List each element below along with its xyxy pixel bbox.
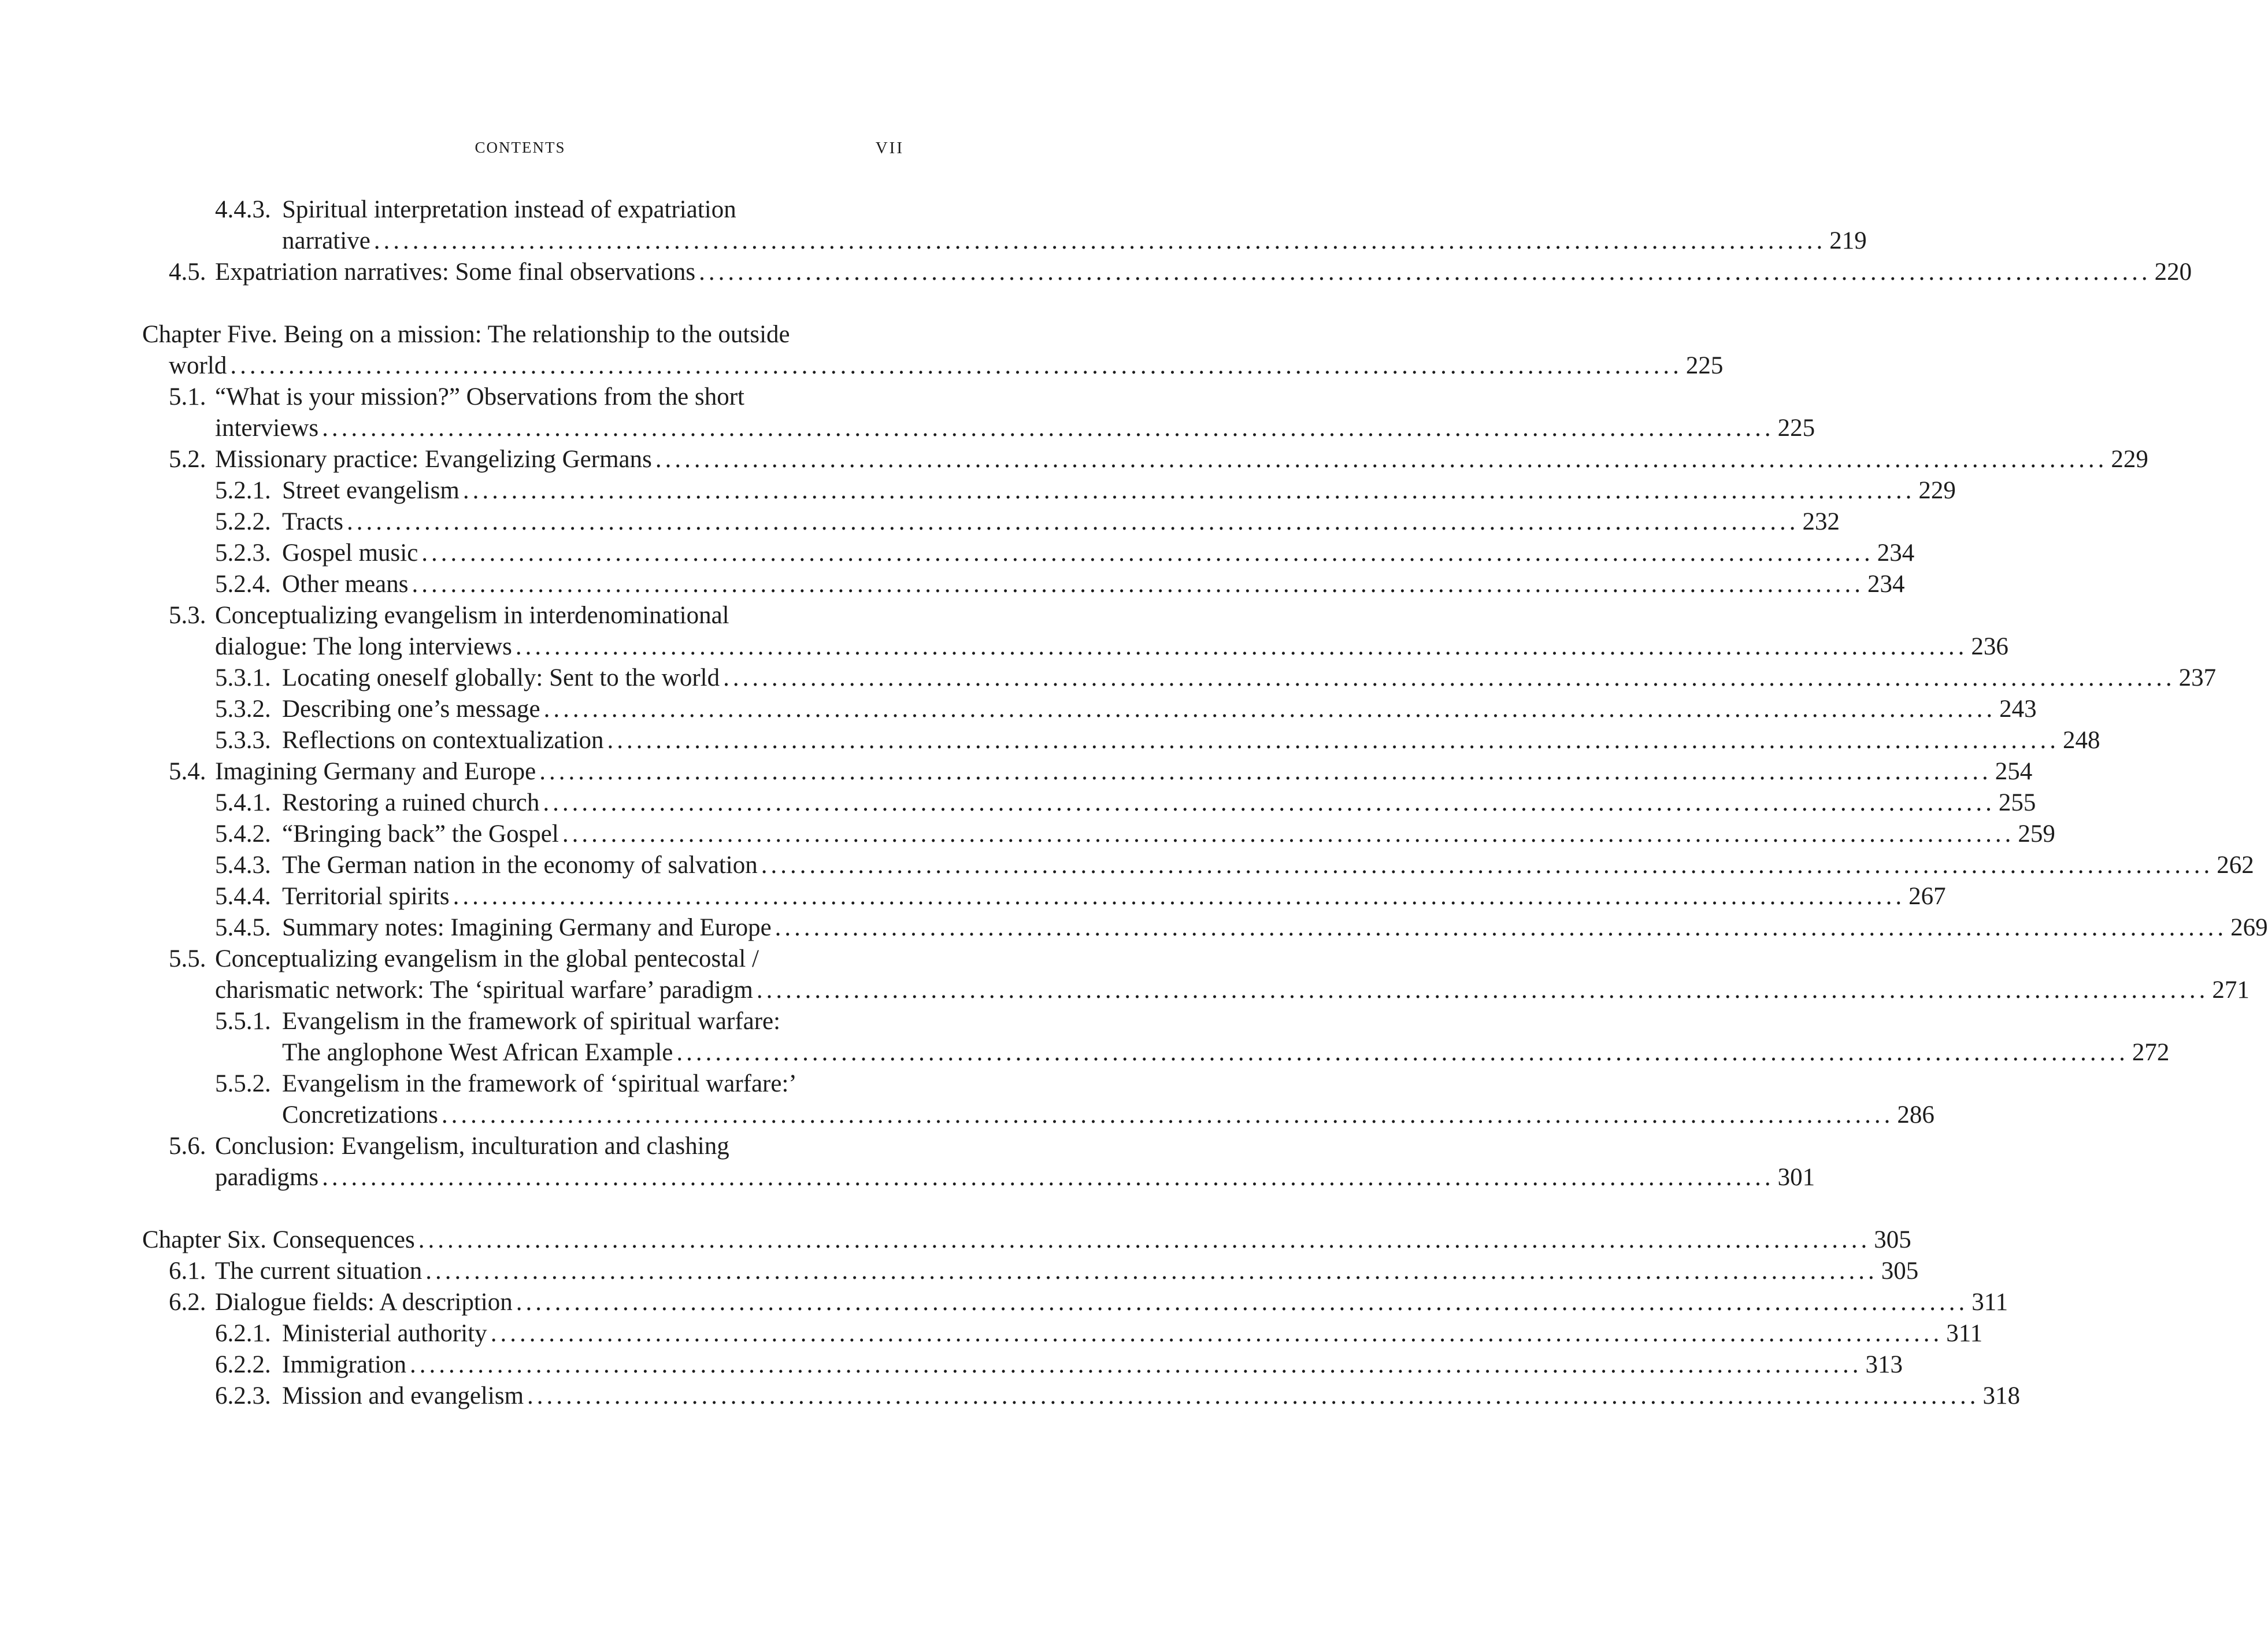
toc-entry — [169, 257, 2192, 288]
toc-leader: ...................................................................................................................................................... — [516, 1289, 1969, 1316]
running-head — [0, 139, 1092, 162]
toc-leader: ...................................................................................................................................................... — [562, 820, 2015, 848]
toc-entry — [215, 912, 2268, 944]
toc-entry-page: 262 — [2217, 852, 2254, 879]
toc-entry-number: 5.5.1. — [215, 1008, 271, 1035]
toc-leader: ...................................................................................................................................................... — [322, 415, 1774, 442]
toc-entry-page: 272 — [2132, 1039, 2170, 1066]
toc-chapter-entry — [142, 319, 891, 350]
toc-entry-number: 5.4.5. — [215, 914, 271, 941]
toc-entry-page: 232 — [1802, 508, 1840, 535]
toc-entry-page: 254 — [1995, 758, 2033, 785]
toc-leader: ...................................................................................................................................................... — [543, 695, 1996, 723]
toc-leader: ...................................................................................................................................................... — [421, 539, 1874, 567]
toc-leader: ...................................................................................................................................................... — [761, 852, 2214, 879]
toc-entry-page: 271 — [2212, 976, 2250, 1004]
toc-entry-label: Restoring a ruined church — [282, 789, 540, 816]
toc-entry — [215, 538, 1915, 569]
toc-entry-label: Street evangelism — [282, 477, 459, 504]
toc-entry-number: 5.4.1. — [215, 789, 271, 816]
toc-entry-label: interviews — [215, 415, 319, 442]
toc-entry-page: 259 — [2018, 820, 2055, 848]
toc-leader: ...................................................................................................................................................... — [756, 976, 2209, 1004]
toc-entry — [215, 1318, 1983, 1349]
toc-entry-page: 305 — [1874, 1226, 1911, 1253]
toc-entry-label: Locating oneself globally: Sent to the world — [282, 664, 720, 691]
toc-entry-number: 4.4.3. — [215, 196, 271, 223]
toc-entry-page: 305 — [1881, 1257, 1919, 1285]
toc-entry — [215, 475, 1956, 506]
toc-entry-number: 5.5. — [169, 945, 206, 972]
toc-entry — [215, 694, 2037, 725]
toc-entry-number: 5.4.4. — [215, 883, 271, 910]
toc-leader: ...................................................................................................................................................... — [346, 508, 1799, 535]
toc-entry-page: 311 — [1946, 1320, 1983, 1347]
toc-leader: ...................................................................................................................................................... — [655, 446, 2108, 473]
toc-entry-label: narrative — [282, 227, 370, 254]
toc-entry-number: 5.3.3. — [215, 727, 271, 754]
toc-entry-label: Expatriation narratives: Some final observations — [215, 258, 696, 286]
toc-entry-label: The anglophone West African Example — [282, 1039, 673, 1066]
toc-entry-page: 234 — [1867, 571, 1905, 598]
toc-entry-label: Dialogue fields: A description — [215, 1289, 513, 1316]
toc-entry-label: Mission and evangelism — [282, 1382, 524, 1409]
toc-entry-label: dialogue: The long interviews — [215, 633, 512, 660]
toc-entry-number: 6.1. — [169, 1257, 206, 1285]
toc-entry-number: 6.2.1. — [215, 1320, 271, 1347]
toc-entry-page: 269 — [2230, 914, 2268, 941]
toc-entry — [215, 663, 2217, 694]
toc-leader: ...................................................................................................................................................... — [543, 789, 1995, 816]
toc-entry — [215, 1349, 1903, 1381]
toc-leader: ...................................................................................................................................................... — [453, 883, 1906, 910]
toc-entry-number: 5.2.3. — [215, 539, 271, 567]
toc-entry-page: 311 — [1971, 1289, 2008, 1316]
toc-entry-label: Gospel music — [282, 539, 418, 567]
toc-entry-page: 219 — [1829, 227, 1867, 254]
toc-entry — [215, 1068, 891, 1100]
toc-entry-label: Missionary practice: Evangelizing Germans — [215, 446, 652, 473]
toc-entry-label: Describing one’s message — [282, 695, 540, 723]
toc-entry-number: 5.2. — [169, 446, 206, 473]
toc-entry-number: 6.2.2. — [215, 1351, 271, 1378]
toc-entry — [215, 881, 1946, 912]
toc-entry-number: 6.2. — [169, 1289, 206, 1316]
toc-entry-label: Imagining Germany and Europe — [215, 758, 536, 785]
toc-entry — [215, 1381, 2021, 1412]
toc-entry-number: 5.3. — [169, 602, 206, 629]
toc-entry-page: 248 — [2062, 727, 2100, 754]
toc-leader: ...................................................................................................................................................... — [230, 352, 1683, 379]
toc-entry — [169, 1131, 891, 1162]
toc-entry — [215, 631, 2008, 663]
toc-entry-page: 225 — [1685, 352, 1724, 379]
toc-entry-label: Evangelism in the framework of spiritual warfare: — [282, 1008, 781, 1035]
toc-entry-label: Territorial spirits — [282, 883, 450, 910]
toc-entry-page: 237 — [2178, 664, 2217, 691]
toc-entry-label: “Bringing back” the Gospel — [282, 820, 559, 848]
toc-entry-page: 286 — [1897, 1101, 1935, 1129]
toc-entry-page: 229 — [1918, 477, 1956, 504]
toc-leader: ...................................................................................................................................................... — [425, 1257, 1878, 1285]
toc-entry-page: 234 — [1877, 539, 1915, 567]
toc-leader: ...................................................................................................................................................... — [322, 1164, 1774, 1191]
toc-entry-label: paradigms — [215, 1164, 319, 1191]
toc-entry-page: 301 — [1777, 1164, 1815, 1191]
toc-entry — [169, 444, 2148, 475]
toc-chapter-entry — [142, 1224, 1911, 1256]
toc-leader: ...................................................................................................................................................... — [676, 1039, 2129, 1066]
toc-entry-label: world — [169, 352, 227, 379]
toc-leader: ...................................................................................................................................................... — [774, 914, 2228, 941]
toc-entry-page: 229 — [2111, 446, 2148, 473]
toc-leader: ...................................................................................................................................................... — [723, 664, 2176, 691]
toc-entry-label: charismatic network: The ‘spiritual warfare’ paradigm — [215, 976, 753, 1004]
toc-entry — [169, 600, 891, 631]
toc-entry-number: 5.5.2. — [215, 1070, 271, 1097]
toc-entry — [215, 819, 2055, 850]
toc-entry-number: 5.2.4. — [215, 571, 271, 598]
toc-leader: ...................................................................................................................................................... — [699, 258, 2151, 286]
toc-entry — [169, 382, 891, 413]
toc-entry — [215, 569, 1905, 600]
toc-chapter-entry — [169, 350, 1724, 382]
toc-entry-label: Chapter Six. Consequences — [142, 1226, 415, 1253]
toc-entry — [282, 225, 1867, 257]
toc-leader: ...................................................................................................................................................... — [462, 477, 1915, 504]
toc-entry-label: Spiritual interpretation instead of expatriation — [282, 196, 736, 223]
toc-entry — [215, 194, 891, 225]
toc-entry — [282, 1037, 2170, 1068]
toc-entry — [169, 944, 891, 975]
toc-entry-number: 5.3.2. — [215, 695, 271, 723]
toc-entry — [169, 1287, 2008, 1318]
toc-leader: ...................................................................................................................................................... — [418, 1226, 1871, 1253]
toc-entry — [215, 1006, 891, 1037]
toc-entry-page: 255 — [1998, 789, 2036, 816]
toc-entry-number: 5.1. — [169, 383, 206, 410]
toc-leader: ...................................................................................................................................................... — [412, 571, 1865, 598]
toc-leader: ...................................................................................................................................................... — [607, 727, 2059, 754]
toc-leader: ...................................................................................................................................................... — [441, 1101, 1894, 1129]
toc-entry-label: The German nation in the economy of salvation — [282, 852, 758, 879]
toc-entry-label: Reflections on contextualization — [282, 727, 604, 754]
toc-entry-page: 236 — [1971, 633, 2008, 660]
toc-entry-number: 5.4. — [169, 758, 206, 785]
toc-leader: ...................................................................................................................................................... — [490, 1320, 1943, 1347]
toc-entry-label: Chapter Five. Being on a mission: The relationship to the outside — [142, 321, 790, 348]
toc-entry-number: 5.6. — [169, 1133, 206, 1160]
toc-entry — [215, 725, 2100, 756]
toc-entry-number: 5.2.2. — [215, 508, 271, 535]
running-head-page-number: VII — [875, 139, 904, 157]
toc-entry-number: 4.5. — [169, 258, 206, 286]
toc-entry — [215, 975, 2250, 1006]
toc-entry-label: Conclusion: Evangelism, inculturation and clashing — [215, 1133, 729, 1160]
toc-entry — [215, 787, 2036, 819]
toc-entry-label: Concretizations — [282, 1101, 438, 1129]
toc-entry-page: 313 — [1865, 1351, 1903, 1378]
toc-entry — [169, 756, 2033, 787]
toc-entry-label: The current situation — [215, 1257, 423, 1285]
running-head-title: CONTENTS — [475, 139, 566, 156]
toc-entry-label: Tracts — [282, 508, 343, 535]
toc-entry-label: Ministerial authority — [282, 1320, 487, 1347]
toc-entry — [215, 1162, 1815, 1193]
toc-entry-page: 225 — [1777, 415, 1815, 442]
toc-entry-number: 5.4.3. — [215, 852, 271, 879]
toc-entry-number: 5.3.1. — [215, 664, 271, 691]
toc-leader: ...................................................................................................................................................... — [539, 758, 1992, 785]
toc-entry-page: 220 — [2154, 258, 2192, 286]
toc-entry — [215, 850, 2254, 881]
toc-entry-label: Immigration — [282, 1351, 406, 1378]
toc-entry-number: 6.2.3. — [215, 1382, 271, 1409]
toc-leader: ...................................................................................................................................................... — [515, 633, 1968, 660]
toc-entry-label: Conceptualizing evangelism in the global pentecostal / — [215, 945, 759, 972]
toc-entry — [215, 413, 1815, 444]
toc-leader: ...................................................................................................................................................... — [409, 1351, 1862, 1378]
toc-entry — [215, 506, 1840, 538]
toc-entry — [169, 1256, 1919, 1287]
toc-entry-label: Other means — [282, 571, 409, 598]
toc-entry-page: 243 — [1999, 695, 2037, 723]
toc-entry-label: Summary notes: Imagining Germany and Europe — [282, 914, 772, 941]
toc-entry-label: Conceptualizing evangelism in interdenominational — [215, 602, 729, 629]
toc-entry — [282, 1100, 1935, 1131]
toc-entry-label: Evangelism in the framework of ‘spiritual warfare:’ — [282, 1070, 797, 1097]
toc-entry-page: 267 — [1908, 883, 1946, 910]
toc-leader: ...................................................................................................................................................... — [373, 227, 1826, 254]
toc-entry-label: “What is your mission?” Observations from the short — [215, 383, 744, 410]
toc-entry-number: 5.2.1. — [215, 477, 271, 504]
toc-entry-page: 318 — [1982, 1382, 2021, 1409]
toc-leader: ...................................................................................................................................................... — [527, 1382, 1980, 1409]
toc-entry-number: 5.4.2. — [215, 820, 271, 848]
